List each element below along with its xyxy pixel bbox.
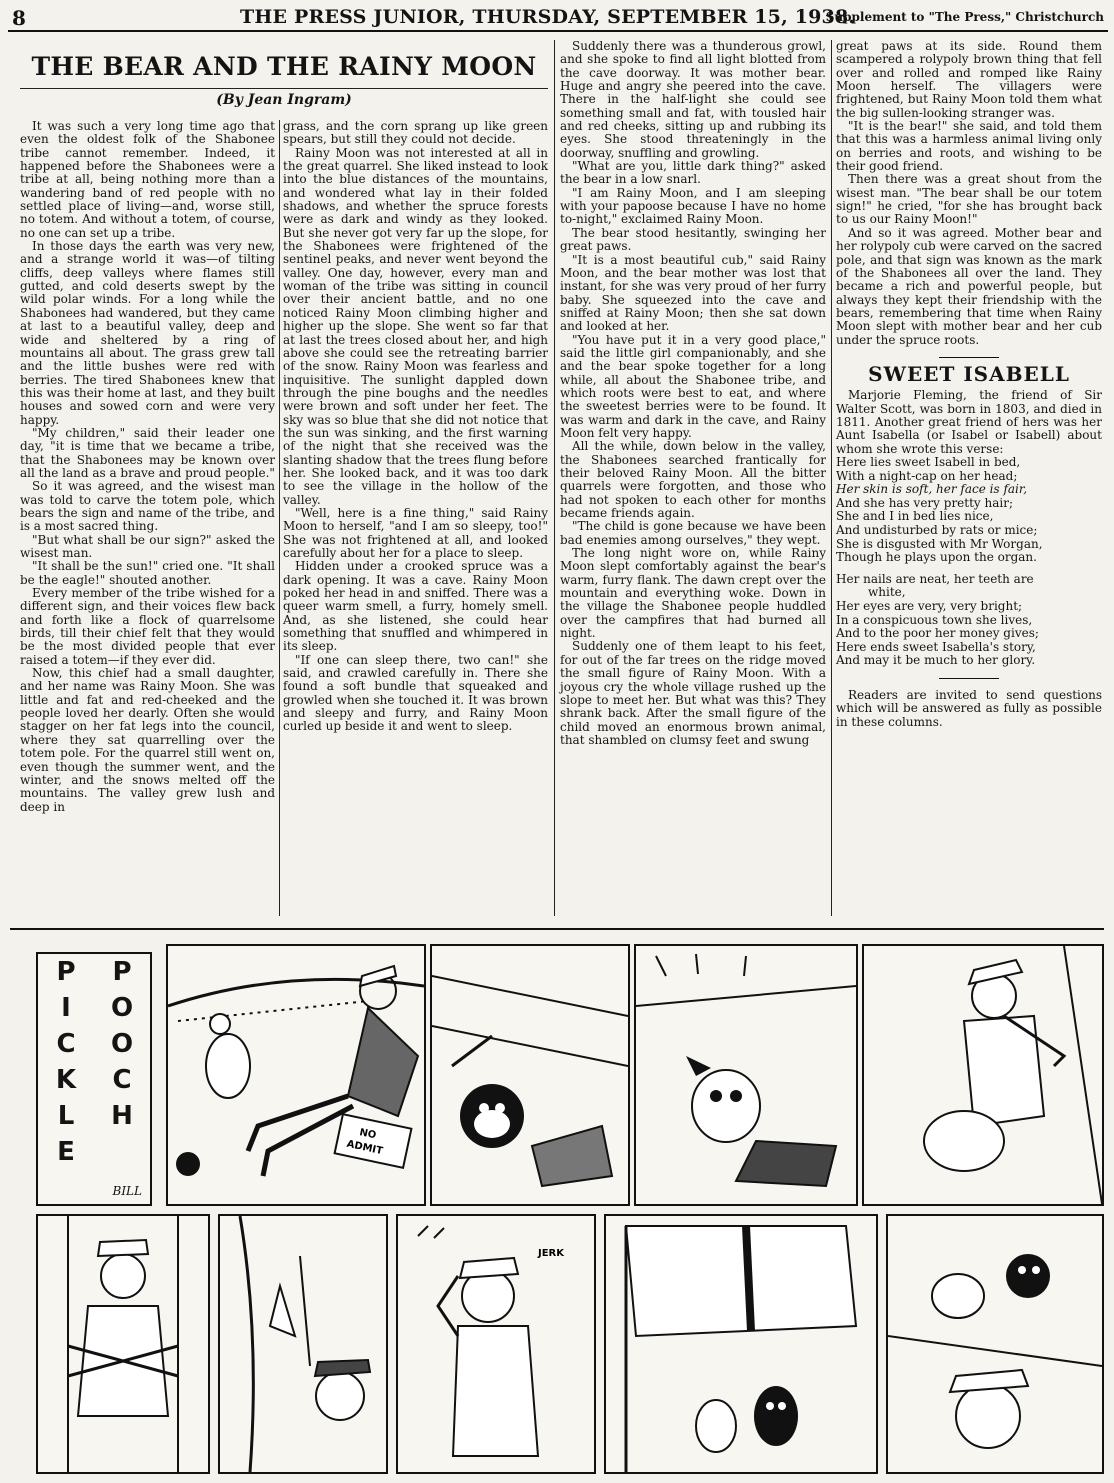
verse-line: In a conspicuous town she lives, xyxy=(836,612,1033,627)
sound-effect: JERK xyxy=(538,1248,565,1259)
sweet-isabell-intro: Marjorie Fleming, the friend of Sir Walter Scott, was born in 1803, and died in 1811. Another great friend of hers was her Aunt Isabella (or Isabel or Isabell) about whom she wrote this verse: xyxy=(836,388,1102,456)
paragraph: Now, this chief had a small daughter, and her name was Rainy Moon. She was little and fat and red-cheeked and the people loved her dearly. Often she would stagger on her fat legs into the council, where they sat quarrelling over the totem pole. For the quarrel still went on, even though the summer went, and the winter, and the snows melted off the mountains. The valley grew lush and deep in xyxy=(20,666,275,814)
supplement-note: Supplement to "The Press," Christchurch xyxy=(825,10,1104,24)
sailor-dog-deck-illustration xyxy=(168,946,424,1204)
comic-panel-3 xyxy=(634,944,858,1206)
paragraph: "Well, here is a fine thing," said Rainy Moon to herself, "and I am so sleepy, too!" She was not frightened at all, and looked carefully about her for a place to sleep. xyxy=(283,505,548,560)
sailor-saluting-illustration xyxy=(398,1216,594,1472)
paragraph: "What are you, little dark thing?" asked the bear in a low snarl. xyxy=(560,159,826,187)
sweet-isabell-title: SWEET ISABELL xyxy=(868,361,1070,386)
verse-line: She and I in bed lies nice, xyxy=(836,509,994,524)
verse-line: And undisturbed by rats or mice; xyxy=(836,522,1038,537)
title-letter: L xyxy=(57,1101,75,1131)
verse-line: And she has very pretty hair; xyxy=(836,495,1014,510)
title-letter: P xyxy=(56,957,76,987)
page-number: 8 xyxy=(12,6,26,30)
paragraph: Every member of the tribe wished for a different sign, and their voices flew back and forth like a flock of quarrelsome birds, till their chief felt that they would be the most divided people that ever raised a totem—if they ever did. xyxy=(20,586,275,667)
paragraph: Hidden under a crooked spruce was a dark opening. It was a cave. Rainy Moon poked her head in and sniffed. There was a queer warm smell, a furry, homely smell. And, as she listened, she could hear something that snuffled and whimpered in its sleep. xyxy=(283,559,548,654)
paragraph: "My children," said their leader one day, "it is time that we became a tribe, that the Shabonees may be known over all the land as a brave and proud people." xyxy=(20,425,275,480)
dog-and-cat-illustration xyxy=(432,946,628,1204)
masthead xyxy=(8,4,1108,32)
dog-on-deck-illustration xyxy=(636,946,856,1204)
sailor-pulling-rope-illustration xyxy=(220,1216,386,1472)
verse-line: And may it be much to her glory. xyxy=(836,653,1036,668)
title-letter: O xyxy=(110,1029,134,1059)
paragraph: Rainy Moon was not interested at all in the great quarrel. She liked instead to look into the blue distances of the mountains, and wondered what lay in their folded shadows, and whether the spruce forests were as dark and windy as they looked. But she never got very far up the slope, for the Shabonees were frightened of the sentinel peaks, and never went beyond the valley. One day, however, every man and woman of the tribe was sitting in council over their ancient battle, and no one noticed Rainy Moon climbing higher and higher up the slope. She went so far that at last the trees closed about her, and high above she could see the retreating barrier of the snow. Rainy Moon was fearless and inquisitive. The sunlight dappled down through the pine boughs and the needles were brown and soft under her feet. The sky was so blue that she did not notice that the sun was sinking, and the first warning of the night that she received was the slanting shadow that the trees flung before her. She looked back, and it was too dark to see the village in the hollow of the valley. xyxy=(283,145,548,507)
verse-line: white, xyxy=(868,585,906,600)
comic-panel-2 xyxy=(430,944,630,1206)
newspaper-title: THE PRESS JUNIOR, THURSDAY, SEPTEMBER 15, 1938. xyxy=(240,6,856,28)
section-divider xyxy=(939,678,999,679)
paragraph: Suddenly one of them leapt to his feet, for out of the far trees on the ridge moved the small figure of Rainy Moon. With a joyous cry the whole village rushed up the slope to meet her. But what was this? They shrank back. After the small figure of the child moved an enormous brown animal, that shambled on clumsy feet and swung xyxy=(560,639,826,747)
comic-panel-1 xyxy=(166,944,426,1206)
paragraph: The bear stood hesitantly, swinging her great paws. xyxy=(560,225,826,254)
comic-strip-rule xyxy=(10,928,1104,930)
verse-line: Her eyes are very, very bright; xyxy=(836,598,1023,613)
verse-line: With a night-cap on her head; xyxy=(836,468,1018,483)
comic-panel-6 xyxy=(218,1214,388,1474)
paragraph: "The child is gone because we have been bad enemies among ourselves," they wept. xyxy=(560,519,826,547)
title-letter: P xyxy=(112,957,132,987)
paragraph: "It is a most beautiful cub," said Rainy Moon, and the bear mother was lost that instant, for she was very proud of her furry baby. She squeezed into the cave and sniffed at Rainy Moon; then she sat down and looked at her. xyxy=(560,252,826,334)
comic-panel-5 xyxy=(36,1214,210,1474)
section-divider xyxy=(939,357,999,358)
paragraph: So it was agreed, and the wisest man was told to carve the totem pole, which bears the sign and name of the tribe, and is a most sacred thing. xyxy=(20,479,275,534)
comic-panel-9 xyxy=(886,1214,1104,1474)
title-letter: C xyxy=(56,1029,76,1059)
paragraph: "I am Rainy Moon, and I am sleeping with your papoose because I have no home to-night," exclaimed Rainy Moon. xyxy=(560,185,826,227)
story-column-3 xyxy=(560,40,826,747)
verse-line: Though he plays upon the organ. xyxy=(836,550,1037,565)
comic-panel-4 xyxy=(862,944,1104,1206)
verse-line: Here lies sweet Isabell in bed, xyxy=(836,454,1021,469)
story-byline: (By Jean Ingram) xyxy=(216,92,352,108)
story-column-4 xyxy=(836,40,1102,729)
flag-falling-illustration xyxy=(888,1216,1102,1472)
title-letter: I xyxy=(61,993,71,1023)
flag-and-animals-illustration xyxy=(606,1216,876,1472)
comic-panel-8 xyxy=(604,1214,878,1474)
artist-signature: BILL xyxy=(112,1184,142,1198)
verse-line: Her nails are neat, her teeth are xyxy=(836,571,1034,586)
story-column-1 xyxy=(20,120,275,814)
title-letter: K xyxy=(55,1065,77,1095)
paragraph: "It is the bear!" she said, and told them that this was a harmless animal living only on berries and roots, and wishing to be their good friend. xyxy=(836,119,1102,174)
column-rule xyxy=(279,120,280,916)
title-letter: E xyxy=(57,1137,75,1167)
paragraph: "It shall be the sun!" cried one. "It shall be the eagle!" shouted another. xyxy=(20,559,275,587)
verse-line: And to the poor her money gives; xyxy=(836,626,1039,641)
column-rule xyxy=(831,40,832,916)
comic-title-word-2 xyxy=(94,954,150,1204)
paragraph: "But what shall be our sign?" asked the wisest man. xyxy=(20,532,275,560)
sailor-climbing-illustration xyxy=(864,946,1102,1204)
paragraph: And so it was agreed. Mother bear and her rolypoly cub were carved on the sacred pole, and that sign was known as the mark of the Shabonees all over the land. They became a rich and powerful people, but always they kept their friendship with the bears, remembering that time when Rainy Moon slept with mother bear and her cub under the spruce roots. xyxy=(836,225,1102,347)
verse-line: Her skin is soft, her face is fair, xyxy=(836,482,1028,497)
paragraph: In those days the earth was very new, and a strange world it was—of tilting cliffs, deep valleys where flames still gutted, and cold deserts swept by the wild polar winds. For a long while the Shabonees had wandered, but they came at last to a beautiful valley, deep and wide and sheltered by a ring of mountains all about. The grass grew tall and the little bushes were red with berries. The tired Shabonees knew that this was their home at last, and they built houses and sowed corn and were very happy. xyxy=(20,239,275,427)
paragraph: "You have put it in a very good place," said the little girl companionably, and she and the bear spoke together for a long while, all about the Shabonee tribe, and which roots were best to eat, and where the sweetest berries were to be found. It was warm and dark in the cave, and Rainy Moon felt very happy. xyxy=(560,332,826,440)
title-letter: O xyxy=(110,993,134,1023)
sign-text: NO xyxy=(358,1127,378,1142)
paragraph: "If one can sleep there, two can!" she said, and crawled carefully in. There she found a soft bundle that squeaked and growled when she touched it. It was brown and sleepy and furry, and Rainy Moon curled up beside it and went to sleep. xyxy=(283,652,548,734)
verse-line: Here ends sweet Isabella's story, xyxy=(836,639,1036,654)
verse-line: She is disgusted with Mr Worgan, xyxy=(836,536,1043,551)
paragraph: great paws at its side. Round them scampered a rolypoly brown thing that fell over and rolled and romped like Rainy Moon herself. The villagers were frightened, but Rainy Moon told them what the big sullen-looking stranger was. xyxy=(836,39,1102,120)
comic-title-panel xyxy=(36,952,152,1206)
sailor-tying-rope-illustration xyxy=(38,1216,208,1472)
title-letter: H xyxy=(111,1101,133,1131)
verse xyxy=(836,456,1102,668)
readers-note: Readers are invited to send questions which will be answered as fully as possible in these columns. xyxy=(836,687,1102,729)
paragraph: Then there was a great shout from the wisest man. "The bear shall be our totem sign!" he cried, "for she has brought back to us our Rainy Moon!" xyxy=(836,172,1102,227)
paragraph: All the while, down below in the valley, the Shabonees searched frantically for their beloved Rainy Moon. All the bitter quarrels were forgotten, and those who had not spoken to each other for months became friends again. xyxy=(560,439,826,521)
story-title: THE BEAR AND THE RAINY MOON xyxy=(20,48,548,89)
comic-title-word-1 xyxy=(38,954,94,1204)
title-letter: C xyxy=(112,1065,132,1095)
comic-panel-7 xyxy=(396,1214,596,1474)
paragraph: The long night wore on, while Rainy Moon slept comfortably against the bear's warm, furry flank. The dawn crept over the mountain and everything woke. Down in the village the Shabonee people huddled over the campfires that had burned all night. xyxy=(560,546,826,641)
paragraph: grass, and the corn sprang up like green spears, but still they could not decide. xyxy=(283,119,548,147)
paragraph: Suddenly there was a thunderous growl, and she spoke to find all light blotted from the cave doorway. It was mother bear. Huge and angry she peered into the cave. There in the half-light she could see something small and fat, with tousled hair and red cheeks, sitting up and rubbing its eyes. She stood threateningly in the doorway, snuffling and growling. xyxy=(560,39,826,160)
column-rule xyxy=(554,40,555,916)
story-column-2 xyxy=(283,120,548,734)
sign-text: ADMIT xyxy=(345,1138,384,1158)
paragraph: It was such a very long time ago that even the oldest folk of the Shabonee tribe cannot remember. Indeed, it happened before the Shabonees were a tribe at all, being nothing more than a wandering band of red people with no settled place of living—and, worse still, no totem. And without a totem, of course, no one can set up a tribe. xyxy=(20,119,275,240)
